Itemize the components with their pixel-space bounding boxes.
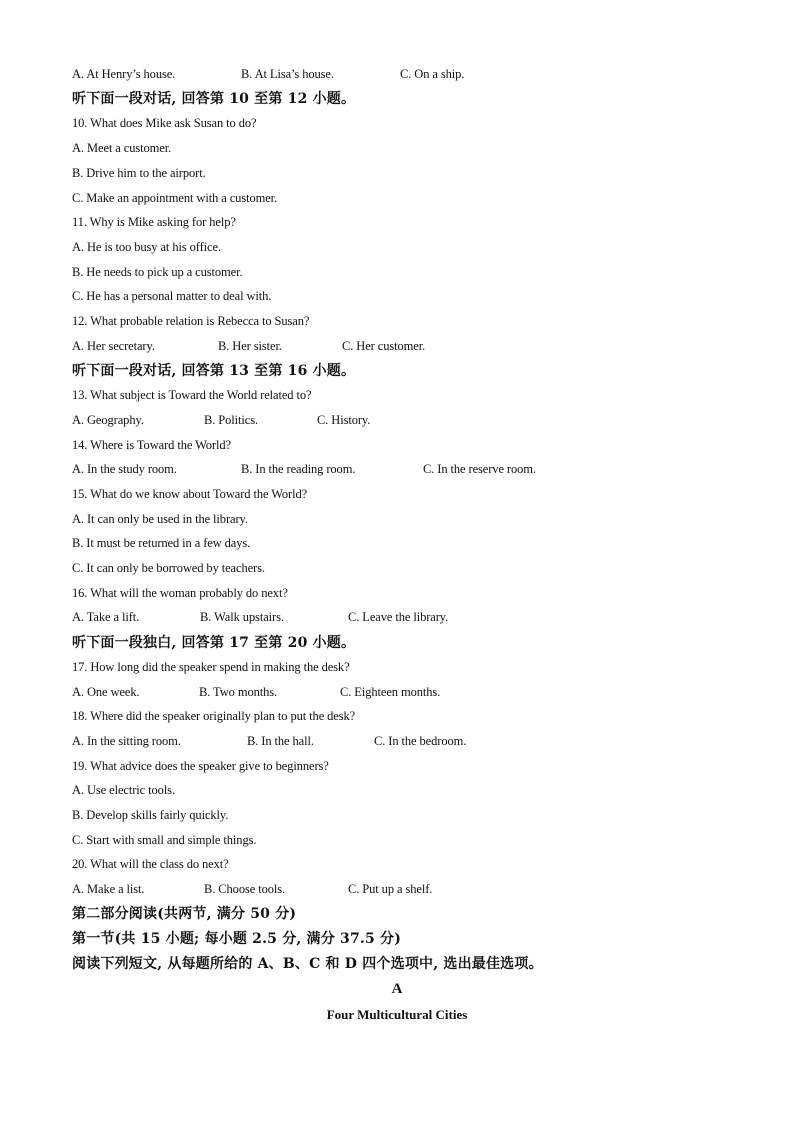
q20-option-a[interactable]: A. Make a list.	[72, 882, 145, 896]
q10-question: 10. What does Mike ask Susan to do?	[72, 116, 257, 130]
q17-question: 17. How long did the speaker spend in making the desk?	[72, 660, 350, 674]
q9-option-c[interactable]: C. On a ship.	[400, 67, 465, 81]
q19-option-c[interactable]: C. Start with small and simple things.	[72, 833, 257, 847]
q18-option-a[interactable]: A. In the sitting room.	[72, 734, 181, 748]
q9-option-b[interactable]: B. At Lisa’s house.	[241, 67, 334, 81]
section-heading-17-20: 听下面一段独白, 回答第 17 至第 20 小题。	[72, 635, 356, 651]
q12-option-b[interactable]: B. Her sister.	[218, 339, 282, 353]
q17-option-c[interactable]: C. Eighteen months.	[340, 685, 441, 699]
q15-option-a[interactable]: A. It can only be used in the library.	[72, 512, 248, 526]
passage-letter: A	[391, 981, 403, 997]
q15-option-b[interactable]: B. It must be returned in a few days.	[72, 536, 251, 550]
q15-option-c[interactable]: C. It can only be borrowed by teachers.	[72, 561, 265, 575]
q14-option-a[interactable]: A. In the study room.	[72, 462, 177, 476]
part2-title: 第二部分阅读(共两节, 满分 50 分)	[72, 906, 297, 922]
q20-option-b[interactable]: B. Choose tools.	[204, 882, 286, 896]
q19-option-b[interactable]: B. Develop skills fairly quickly.	[72, 808, 229, 822]
section-heading-13-16: 听下面一段对话, 回答第 13 至第 16 小题。	[72, 363, 356, 379]
q13-option-c[interactable]: C. History.	[317, 413, 371, 427]
q11-option-c[interactable]: C. He has a personal matter to deal with.	[72, 289, 272, 303]
q16-option-a[interactable]: A. Take a lift.	[72, 610, 140, 624]
q10-option-a[interactable]: A. Meet a customer.	[72, 141, 172, 155]
q18-option-c[interactable]: C. In the bedroom.	[374, 734, 467, 748]
q16-question: 16. What will the woman probably do next?	[72, 586, 288, 600]
q20-option-c[interactable]: C. Put up a shelf.	[348, 882, 433, 896]
q13-option-a[interactable]: A. Geography.	[72, 413, 144, 427]
q11-option-b[interactable]: B. He needs to pick up a customer.	[72, 265, 243, 279]
q10-option-c[interactable]: C. Make an appointment with a customer.	[72, 191, 278, 205]
q18-question: 18. Where did the speaker originally plan to put the desk?	[72, 709, 356, 723]
q15-question: 15. What do we know about Toward the World?	[72, 487, 308, 501]
q11-option-a[interactable]: A. He is too busy at his office.	[72, 240, 221, 254]
q19-question: 19. What advice does the speaker give to beginners?	[72, 759, 329, 773]
q20-question: 20. What will the class do next?	[72, 857, 229, 871]
q13-option-b[interactable]: B. Politics.	[204, 413, 259, 427]
q13-question: 13. What subject is Toward the World related to?	[72, 388, 312, 402]
q12-option-c[interactable]: C. Her customer.	[342, 339, 426, 353]
section-heading-10-12: 听下面一段对话, 回答第 10 至第 12 小题。	[72, 91, 356, 107]
q11-question: 11. Why is Mike asking for help?	[72, 215, 236, 229]
q12-question: 12. What probable relation is Rebecca to Susan?	[72, 314, 310, 328]
passage-title: Four Multicultural Cities	[326, 1007, 468, 1022]
q14-question: 14. Where is Toward the World?	[72, 438, 231, 452]
q19-option-a[interactable]: A. Use electric tools.	[72, 783, 175, 797]
q16-option-c[interactable]: C. Leave the library.	[348, 610, 449, 624]
reading-instructions: 阅读下列短文, 从每题所给的 A、B、C 和 D 四个选项中, 选出最佳选项。	[72, 956, 543, 972]
q17-option-b[interactable]: B. Two months.	[199, 685, 278, 699]
section1-title: 第一节(共 15 小题; 每小题 2.5 分, 满分 37.5 分)	[72, 931, 402, 947]
q14-option-c[interactable]: C. In the reserve room.	[423, 462, 536, 476]
q16-option-b[interactable]: B. Walk upstairs.	[200, 610, 284, 624]
q12-option-a[interactable]: A. Her secretary.	[72, 339, 155, 353]
q9-option-a[interactable]: A. At Henry’s house.	[72, 67, 176, 81]
q18-option-b[interactable]: B. In the hall.	[247, 734, 314, 748]
q10-option-b[interactable]: B. Drive him to the airport.	[72, 166, 206, 180]
q17-option-a[interactable]: A. One week.	[72, 685, 140, 699]
q14-option-b[interactable]: B. In the reading room.	[241, 462, 356, 476]
